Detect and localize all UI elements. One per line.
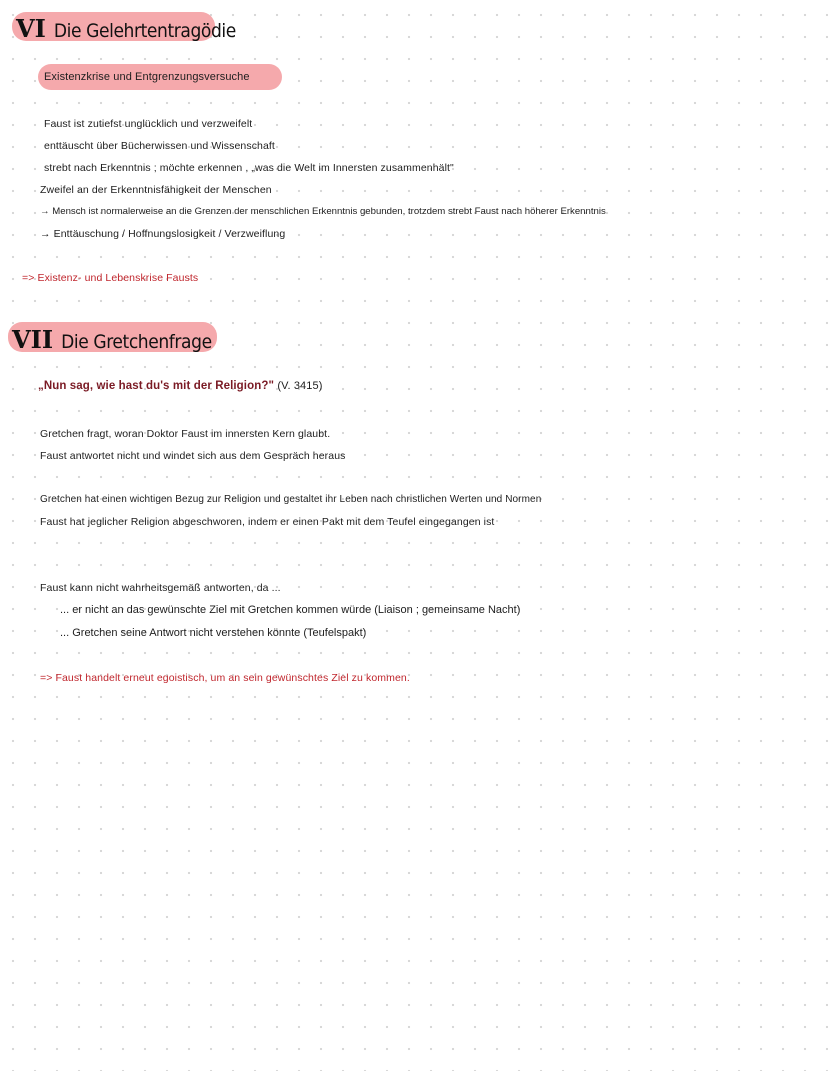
group3-intro: Faust kann nicht wahrheitsgemäß antworten, da ... (40, 582, 281, 594)
quote-text: „Nun sag, wie hast du's mit der Religion?" (38, 380, 275, 392)
section-title-6: Die Gelehrtentragödie (53, 20, 236, 42)
conclusion-6: => Existenz- und Lebenskrise Fausts (22, 272, 199, 284)
bullet-4: Zweifel an der Erkenntnisfähigkeit der Menschen (40, 184, 272, 196)
quote-reference: (V. 3415) (277, 380, 323, 392)
section-numeral-7: VII (12, 325, 54, 354)
bullet-3: strebt nach Erkenntnis ; möchte erkennen , „was die Welt im Innersten zusammenhält" (44, 162, 454, 174)
section-numeral-6: VI (16, 14, 46, 43)
group1-line-2: Faust antwortet nicht und windet sich aus dem Gespräch heraus (40, 450, 346, 462)
quote (38, 380, 322, 392)
conclusion-7: => Faust handelt erneut egoistisch, um an sein gewünschtes Ziel zu kommen. (40, 672, 410, 684)
bullet-5: → Mensch ist normalerweise an die Grenzen der menschlichen Erkenntnis gebunden, trotzdem strebt Faust nach höherer Erkenntnis (40, 206, 606, 217)
bullet-2: enttäuscht über Bücherwissen und Wissenschaft (44, 140, 275, 152)
section-heading-7 (12, 325, 212, 354)
section-heading-6 (16, 14, 236, 43)
group1-line-1: Gretchen fragt, woran Doktor Faust im innersten Kern glaubt. (40, 428, 331, 440)
section-title-7: Die Gretchenfrage (61, 331, 212, 353)
subheading: Existenzkrise und Entgrenzungsversuche (44, 71, 250, 83)
bullet-6: → Enttäuschung / Hoffnungslosigkeit / Verzweiflung (40, 228, 286, 240)
group2-line-2: Faust hat jeglicher Religion abgeschworen, indem er einen Pakt mit dem Teufel eingegangen ist (40, 516, 495, 528)
bullet-1: Faust ist zutiefst unglücklich und verzweifelt (44, 118, 253, 130)
group3-sub-1: ... er nicht an das gewünschte Ziel mit Gretchen kommen würde (Liaison ; gemeinsame Nacht) (60, 604, 521, 616)
group3-sub-2: ... Gretchen seine Antwort nicht verstehen könnte (Teufelspakt) (60, 627, 367, 639)
group2-line-1: Gretchen hat einen wichtigen Bezug zur Religion und gestaltet ihr Leben nach christlichen Werten und Normen (40, 494, 542, 505)
